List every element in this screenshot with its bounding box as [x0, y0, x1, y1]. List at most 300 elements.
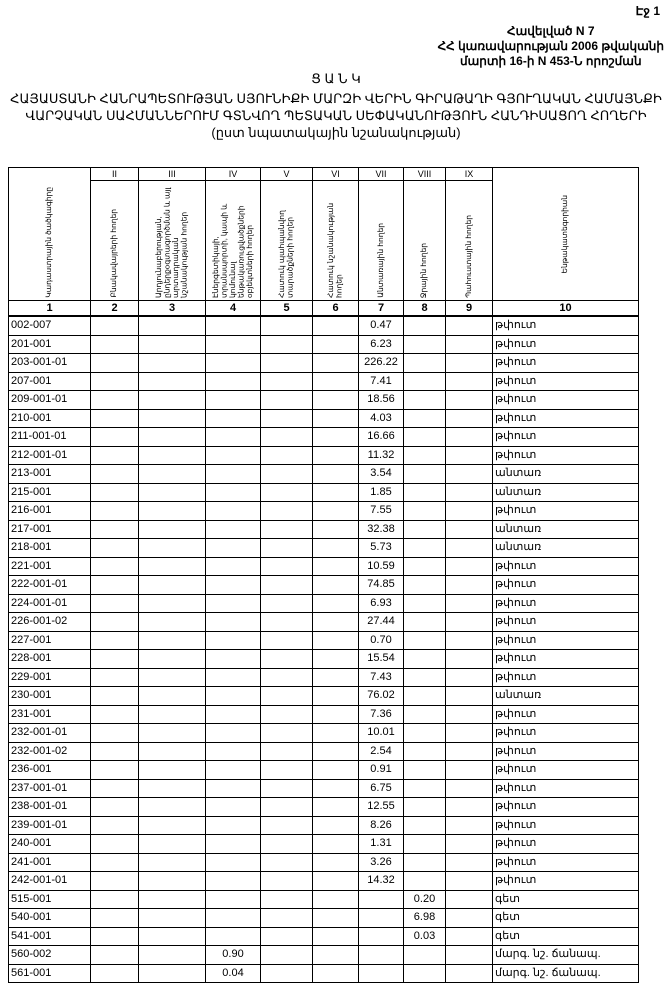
- header-cell: [261, 181, 313, 301]
- area-value: [313, 687, 359, 706]
- subcategory: անտառ: [493, 520, 639, 539]
- area-value: 2.54: [359, 742, 404, 761]
- header-label: Անտառային հողեր: [375, 223, 385, 298]
- area-value: [359, 890, 404, 909]
- area-value: [139, 613, 206, 632]
- area-value: [206, 613, 261, 632]
- area-value: [139, 316, 206, 335]
- area-value: [404, 613, 446, 632]
- area-value: [206, 798, 261, 817]
- area-value: [404, 705, 446, 724]
- area-value: 10.59: [359, 557, 404, 576]
- subcategory: թփուտ: [493, 316, 639, 335]
- area-value: [91, 594, 139, 613]
- area-value: 10.01: [359, 724, 404, 743]
- area-value: [261, 483, 313, 502]
- area-value: [404, 446, 446, 465]
- area-value: [91, 520, 139, 539]
- area-value: [446, 761, 493, 780]
- area-value: [91, 909, 139, 928]
- header-cell: [359, 181, 404, 301]
- column-number: 5: [261, 301, 313, 317]
- area-value: [404, 650, 446, 669]
- cadastral-code: 230-001: [9, 687, 91, 706]
- subcategory: անտառ: [493, 465, 639, 484]
- area-value: [313, 557, 359, 576]
- area-value: [139, 779, 206, 798]
- area-value: 0.90: [206, 946, 261, 965]
- area-value: 6.23: [359, 335, 404, 354]
- area-value: 6.93: [359, 594, 404, 613]
- table-row: [9, 502, 639, 521]
- area-value: [91, 724, 139, 743]
- table-row: [9, 613, 639, 632]
- column-number: 4: [206, 301, 261, 317]
- area-value: 1.31: [359, 835, 404, 854]
- cadastral-code: 240-001: [9, 835, 91, 854]
- area-value: 32.38: [359, 520, 404, 539]
- area-value: 7.55: [359, 502, 404, 521]
- column-number: 3: [139, 301, 206, 317]
- area-value: [261, 798, 313, 817]
- area-value: [261, 372, 313, 391]
- area-value: 16.66: [359, 428, 404, 447]
- table-row: [9, 483, 639, 502]
- area-value: [139, 372, 206, 391]
- area-value: [261, 668, 313, 687]
- area-value: 6.98: [404, 909, 446, 928]
- area-value: [261, 557, 313, 576]
- roman-row: [9, 168, 639, 181]
- area-value: [313, 520, 359, 539]
- roman-numeral: VII: [359, 168, 404, 181]
- area-value: [139, 557, 206, 576]
- area-value: [206, 853, 261, 872]
- table-row: [9, 594, 639, 613]
- table-row: [9, 446, 639, 465]
- area-value: [404, 761, 446, 780]
- area-value: [313, 761, 359, 780]
- area-value: [261, 964, 313, 983]
- area-value: [404, 687, 446, 706]
- subcategory: գետ: [493, 927, 639, 946]
- area-value: 7.43: [359, 668, 404, 687]
- area-value: [206, 335, 261, 354]
- annex-block: [438, 24, 664, 69]
- area-value: [313, 927, 359, 946]
- area-value: [139, 724, 206, 743]
- table-row: [9, 316, 639, 335]
- area-value: [91, 372, 139, 391]
- area-value: [206, 668, 261, 687]
- area-value: [313, 502, 359, 521]
- area-value: [446, 798, 493, 817]
- area-value: [446, 724, 493, 743]
- area-value: 0.20: [404, 890, 446, 909]
- area-value: [91, 964, 139, 983]
- subcategory: թփուտ: [493, 428, 639, 447]
- area-value: [446, 890, 493, 909]
- area-value: [313, 316, 359, 335]
- area-value: [139, 761, 206, 780]
- annex-line-1: Հավելված N 7: [507, 24, 595, 38]
- area-value: [446, 650, 493, 669]
- area-value: [206, 872, 261, 891]
- area-value: [261, 650, 313, 669]
- subcategory: թփուտ: [493, 816, 639, 835]
- area-value: [313, 853, 359, 872]
- sheet-number: Էջ 1: [635, 4, 660, 18]
- area-value: [206, 835, 261, 854]
- cadastral-code: 207-001: [9, 372, 91, 391]
- subcategory: թփուտ: [493, 742, 639, 761]
- area-value: [206, 761, 261, 780]
- area-value: [404, 576, 446, 595]
- area-value: [206, 779, 261, 798]
- column-number: 6: [313, 301, 359, 317]
- area-value: [446, 409, 493, 428]
- area-value: [261, 853, 313, 872]
- column-number: 2: [91, 301, 139, 317]
- cadastral-code: 224-001-01: [9, 594, 91, 613]
- area-value: [91, 576, 139, 595]
- area-value: 1.85: [359, 483, 404, 502]
- area-value: [139, 853, 206, 872]
- area-value: [91, 816, 139, 835]
- cadastral-code: 226-001-02: [9, 613, 91, 632]
- table-row: [9, 742, 639, 761]
- table-row: [9, 520, 639, 539]
- area-value: [206, 502, 261, 521]
- area-value: [91, 483, 139, 502]
- cadastral-code: 216-001: [9, 502, 91, 521]
- area-value: [206, 428, 261, 447]
- cadastral-code: 242-001-01: [9, 872, 91, 891]
- area-value: [404, 631, 446, 650]
- subcategory: թփուտ: [493, 354, 639, 373]
- cadastral-code: 241-001: [9, 853, 91, 872]
- area-value: [261, 428, 313, 447]
- column-number: 1: [9, 301, 91, 317]
- table-row: [9, 816, 639, 835]
- area-value: 0.04: [206, 964, 261, 983]
- area-value: [91, 428, 139, 447]
- area-value: [91, 446, 139, 465]
- cadastral-code: 231-001: [9, 705, 91, 724]
- area-value: 76.02: [359, 687, 404, 706]
- subcategory: մարգ. նշ. ճանապ.: [493, 946, 639, 965]
- subcategory: թփուտ: [493, 724, 639, 743]
- area-value: [446, 853, 493, 872]
- area-value: [313, 465, 359, 484]
- area-value: [404, 668, 446, 687]
- area-value: [261, 890, 313, 909]
- area-value: [91, 779, 139, 798]
- cadastral-code: 218-001: [9, 539, 91, 558]
- area-value: 15.54: [359, 650, 404, 669]
- table-row: [9, 631, 639, 650]
- area-value: [261, 446, 313, 465]
- subcategory: թփուտ: [493, 502, 639, 521]
- area-value: [139, 909, 206, 928]
- area-value: [139, 483, 206, 502]
- area-value: [139, 946, 206, 965]
- area-value: [206, 724, 261, 743]
- area-value: [91, 946, 139, 965]
- area-value: [261, 465, 313, 484]
- area-value: [404, 816, 446, 835]
- area-value: [91, 613, 139, 632]
- area-value: [446, 872, 493, 891]
- area-value: [261, 520, 313, 539]
- area-value: [139, 520, 206, 539]
- area-value: 74.85: [359, 576, 404, 595]
- cadastral-code: 560-002: [9, 946, 91, 965]
- table-row: [9, 946, 639, 965]
- area-value: [313, 705, 359, 724]
- area-value: [404, 335, 446, 354]
- area-value: [313, 613, 359, 632]
- table-row: [9, 705, 639, 724]
- header-label: Էներգետիկայի, տրանսպորտի, կապի և կոմունալ ենթակառուցվածքների օբյեկտների հողեր: [210, 203, 254, 298]
- area-value: [206, 409, 261, 428]
- area-value: [404, 465, 446, 484]
- subcategory: գետ: [493, 909, 639, 928]
- area-value: 6.75: [359, 779, 404, 798]
- area-value: [404, 391, 446, 410]
- area-value: [91, 391, 139, 410]
- area-value: [139, 465, 206, 484]
- cadastral-code: 217-001: [9, 520, 91, 539]
- area-value: [139, 354, 206, 373]
- area-value: [446, 779, 493, 798]
- cadastral-code: 561-001: [9, 964, 91, 983]
- area-value: [404, 520, 446, 539]
- area-value: [446, 613, 493, 632]
- area-value: [206, 742, 261, 761]
- area-value: [139, 687, 206, 706]
- area-value: [446, 428, 493, 447]
- area-value: [139, 964, 206, 983]
- area-value: [206, 650, 261, 669]
- subcategory: անտառ: [493, 539, 639, 558]
- area-value: [404, 428, 446, 447]
- header-label: Բնակավայրերի հողեր: [109, 209, 119, 298]
- area-value: [261, 742, 313, 761]
- table-row: [9, 576, 639, 595]
- area-value: [404, 354, 446, 373]
- area-value: [139, 705, 206, 724]
- subcategory: թփուտ: [493, 446, 639, 465]
- area-value: [446, 391, 493, 410]
- area-value: [206, 372, 261, 391]
- area-value: [313, 354, 359, 373]
- area-value: [91, 335, 139, 354]
- subcategory: թփուտ: [493, 576, 639, 595]
- area-value: [139, 576, 206, 595]
- area-value: [206, 687, 261, 706]
- land-table: [8, 167, 639, 983]
- area-value: [404, 853, 446, 872]
- area-value: [91, 835, 139, 854]
- header-label: Ջրային հողեր: [419, 242, 429, 298]
- area-value: [313, 446, 359, 465]
- subcategory: թփուտ: [493, 335, 639, 354]
- area-value: [404, 372, 446, 391]
- cadastral-code: 213-001: [9, 465, 91, 484]
- area-value: [261, 631, 313, 650]
- area-value: [261, 872, 313, 891]
- area-value: [404, 835, 446, 854]
- area-value: [404, 539, 446, 558]
- area-value: 0.70: [359, 631, 404, 650]
- roman-numeral: III: [139, 168, 206, 181]
- area-value: [446, 668, 493, 687]
- area-value: [261, 946, 313, 965]
- table-row: [9, 335, 639, 354]
- area-value: [139, 927, 206, 946]
- title-word: Ց Ա Ն Կ: [311, 71, 361, 86]
- area-value: [261, 724, 313, 743]
- area-value: [313, 890, 359, 909]
- cadastral-code: 227-001: [9, 631, 91, 650]
- area-value: [261, 779, 313, 798]
- table-row: [9, 835, 639, 854]
- area-value: [261, 594, 313, 613]
- area-value: [261, 705, 313, 724]
- table-row: [9, 465, 639, 484]
- area-value: [446, 335, 493, 354]
- area-value: [91, 539, 139, 558]
- area-value: [404, 798, 446, 817]
- roman-numeral: VI: [313, 168, 359, 181]
- area-value: [313, 668, 359, 687]
- area-value: [91, 890, 139, 909]
- area-value: [206, 927, 261, 946]
- area-value: [261, 502, 313, 521]
- area-value: [261, 761, 313, 780]
- table-row: [9, 354, 639, 373]
- area-value: [139, 335, 206, 354]
- subcategory: թփուտ: [493, 557, 639, 576]
- area-value: [91, 502, 139, 521]
- area-value: [313, 816, 359, 835]
- subcategory: թփուտ: [493, 668, 639, 687]
- area-value: [206, 483, 261, 502]
- area-value: [261, 335, 313, 354]
- area-value: [446, 835, 493, 854]
- area-value: [313, 742, 359, 761]
- area-value: [446, 946, 493, 965]
- subcategory: թփուտ: [493, 853, 639, 872]
- area-value: 3.54: [359, 465, 404, 484]
- table-row: [9, 409, 639, 428]
- roman-numeral: V: [261, 168, 313, 181]
- header-cell: [493, 168, 639, 301]
- area-value: [313, 372, 359, 391]
- roman-numeral: II: [91, 168, 139, 181]
- table-row: [9, 724, 639, 743]
- title-line-1: ՀԱՅԱՍՏԱՆԻ ՀԱՆՐԱՊԵՏՈՒԹՅԱՆ ՍՅՈՒՆԻՔԻ ՄԱՐԶԻ ՎԵՐԻՆ ԳԻՐԱԹԱՂԻ ԳՅՈՒՂԱԿԱՆ ՀԱՄԱՅՆՔԻ: [10, 91, 662, 106]
- area-value: [91, 761, 139, 780]
- area-value: [359, 964, 404, 983]
- roman-numeral: IX: [446, 168, 493, 181]
- roman-numeral: IV: [206, 168, 261, 181]
- cadastral-code: 210-001: [9, 409, 91, 428]
- header-label: Կադաստրային ծածկագիրը: [44, 187, 54, 298]
- header-cell: [9, 168, 91, 301]
- area-value: [404, 316, 446, 335]
- area-value: [313, 872, 359, 891]
- area-value: [404, 779, 446, 798]
- area-value: [139, 742, 206, 761]
- subcategory: թփուտ: [493, 409, 639, 428]
- area-value: [446, 927, 493, 946]
- subcategory: թփուտ: [493, 779, 639, 798]
- area-value: [139, 391, 206, 410]
- area-value: [313, 946, 359, 965]
- cadastral-code: 228-001: [9, 650, 91, 669]
- header-cell: [206, 181, 261, 301]
- area-value: [91, 687, 139, 706]
- area-value: [91, 650, 139, 669]
- area-value: 0.91: [359, 761, 404, 780]
- cadastral-code: 209-001-01: [9, 391, 91, 410]
- subcategory: թփուտ: [493, 798, 639, 817]
- area-value: [446, 372, 493, 391]
- area-value: [446, 502, 493, 521]
- subcategory: թփուտ: [493, 705, 639, 724]
- cadastral-code: 239-001-01: [9, 816, 91, 835]
- area-value: [91, 798, 139, 817]
- area-value: [446, 539, 493, 558]
- area-value: [313, 909, 359, 928]
- area-value: [91, 853, 139, 872]
- area-value: [446, 687, 493, 706]
- table-row: [9, 872, 639, 891]
- cadastral-code: 515-001: [9, 890, 91, 909]
- area-value: [313, 835, 359, 854]
- cadastral-code: 237-001-01: [9, 779, 91, 798]
- header-cell: [446, 181, 493, 301]
- area-value: [139, 539, 206, 558]
- area-value: [446, 742, 493, 761]
- area-value: [91, 742, 139, 761]
- table-row: [9, 557, 639, 576]
- table-row: [9, 927, 639, 946]
- area-value: [313, 428, 359, 447]
- subcategory: մարգ. նշ. ճանապ.: [493, 964, 639, 983]
- area-value: [206, 465, 261, 484]
- title-line-2: ՎԱՐՉԱԿԱՆ ՍԱՀՄԱՆՆԵՐՈՒՄ ԳՏՆՎՈՂ ՊԵՏԱԿԱՆ ՍԵՓԱԿԱՆՈՒԹՅՈՒՆ ՀԱՆԴԻՍԱՑՈՂ ՀՈՂԵՐԻ: [25, 108, 647, 123]
- area-value: [404, 594, 446, 613]
- area-value: 5.73: [359, 539, 404, 558]
- area-value: [446, 909, 493, 928]
- area-value: [91, 316, 139, 335]
- area-value: [139, 872, 206, 891]
- table-row: [9, 890, 639, 909]
- table-row: [9, 853, 639, 872]
- area-value: [446, 631, 493, 650]
- column-number-row: [9, 301, 639, 317]
- area-value: [404, 483, 446, 502]
- area-value: [139, 890, 206, 909]
- area-value: [261, 539, 313, 558]
- area-value: [404, 557, 446, 576]
- area-value: [404, 742, 446, 761]
- area-value: [261, 576, 313, 595]
- cadastral-code: 002-007: [9, 316, 91, 335]
